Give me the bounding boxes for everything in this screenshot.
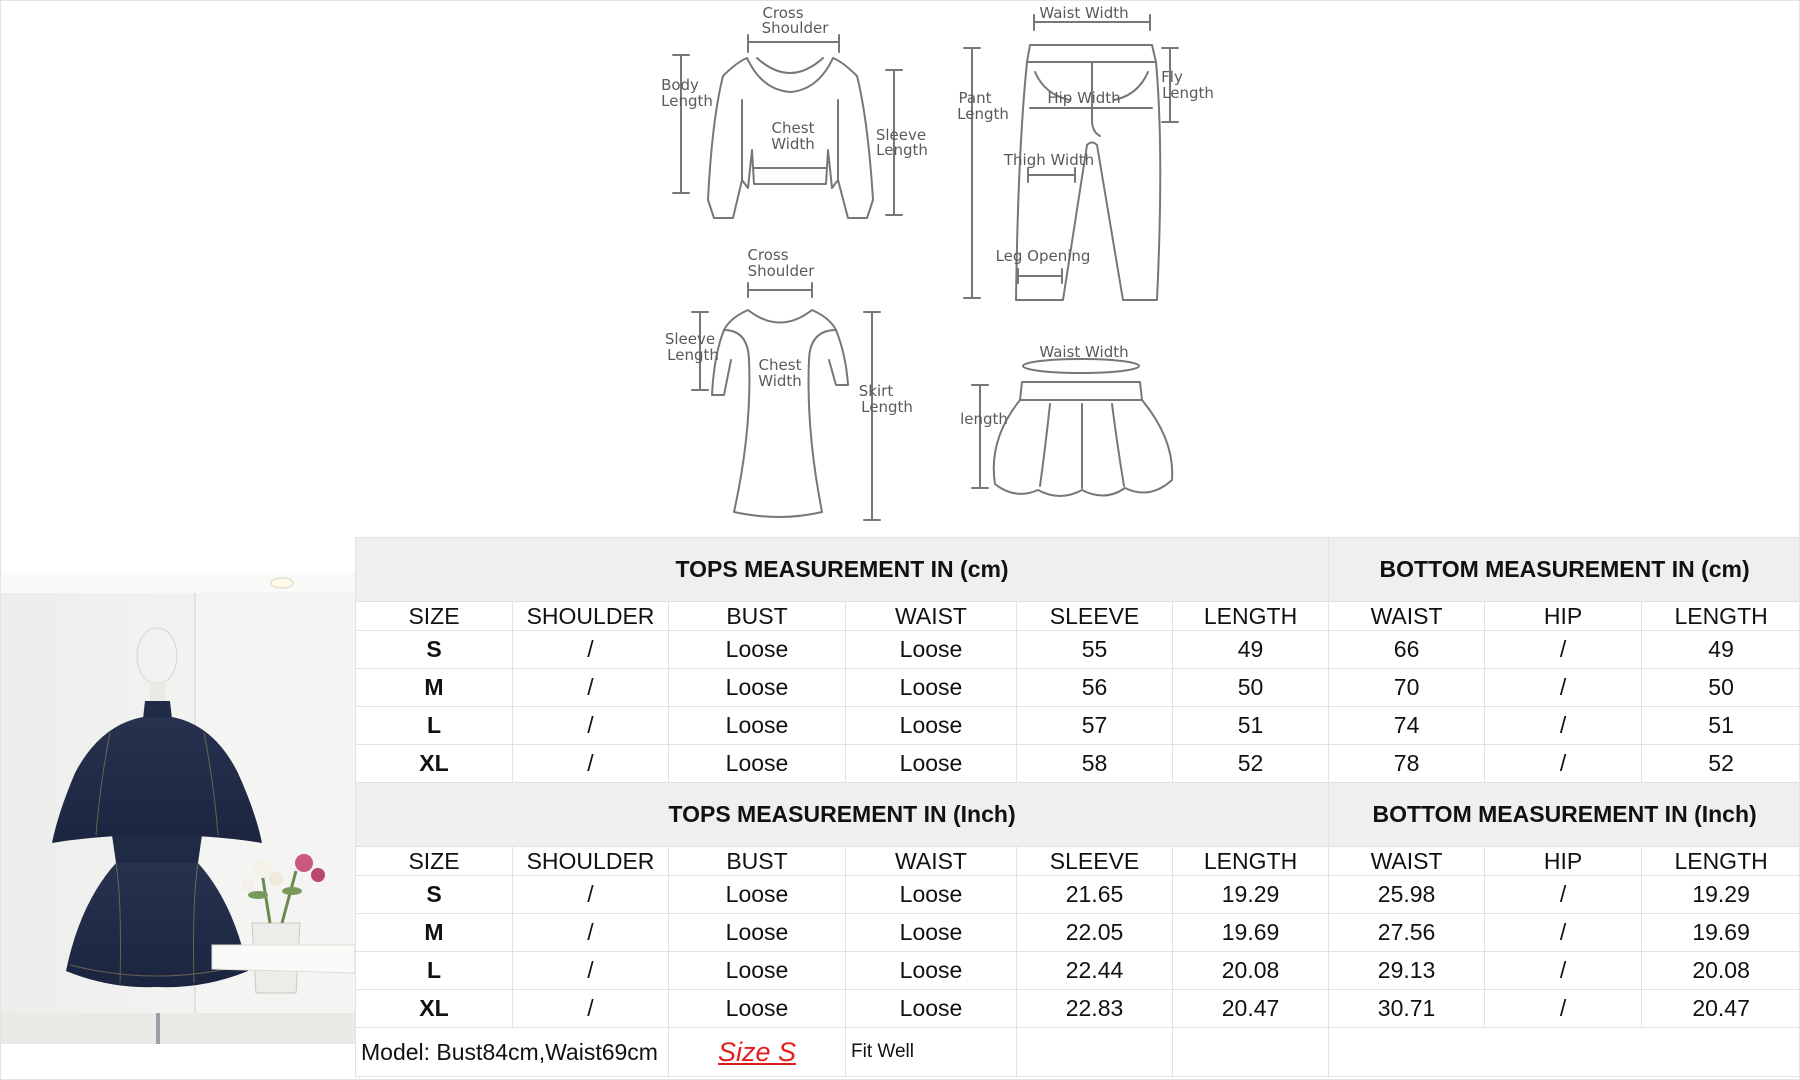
table-cell: / (513, 631, 669, 669)
table-cell: / (1485, 990, 1642, 1028)
table-cell: 52 (1642, 745, 1800, 783)
column-header-length: LENGTH (1173, 602, 1329, 631)
size-cell: M (356, 914, 513, 952)
table-cell: 52 (1173, 745, 1329, 783)
cm-tops-title: TOPS MEASUREMENT IN (cm) (356, 538, 1329, 602)
measurement-diagram (0, 0, 1800, 537)
table-row (356, 669, 1800, 707)
model-info-row (356, 1028, 1800, 1077)
table-cell: 20.08 (1642, 952, 1800, 990)
table-cell: 78 (1329, 745, 1485, 783)
table-cell: 66 (1329, 631, 1485, 669)
top-cross-shoulder-label-1: Cross (762, 4, 804, 22)
table-cell: / (513, 990, 669, 1028)
cm-bottom-title: BOTTOM MEASUREMENT IN (cm) (1329, 538, 1800, 602)
top-chest-width-label-1: Chest (771, 119, 815, 137)
column-header-waist: WAIST (846, 847, 1017, 876)
pants-pant-length-label-1: Pant (958, 89, 992, 107)
dress-garment-drawing (712, 310, 848, 517)
pants-hip-width-label: Hip Width (1047, 89, 1121, 107)
table-cell: 19.29 (1642, 876, 1800, 914)
table-cell: Loose (669, 745, 846, 783)
table-row (356, 707, 1800, 745)
table-cell: 56 (1017, 669, 1173, 707)
table-cell: 50 (1642, 669, 1800, 707)
table-cell: / (1485, 631, 1642, 669)
column-header-size: SIZE (356, 847, 513, 876)
size-cell: S (356, 631, 513, 669)
pants-fly-length-label-2: Length (1162, 84, 1214, 102)
size-cell: XL (356, 990, 513, 1028)
dress-cross-shoulder-label-2: Shoulder (747, 262, 815, 280)
size-cell: L (356, 952, 513, 990)
ceiling-light-icon (271, 578, 293, 588)
inch-section-header-row (356, 783, 1800, 847)
empty-cell (1173, 1028, 1329, 1077)
column-header-bottom-length: LENGTH (1642, 602, 1800, 631)
skirt-garment-drawing (994, 382, 1173, 496)
model-fit: Fit Well (846, 1028, 1017, 1077)
table-cell: 21.65 (1017, 876, 1173, 914)
table-cell: 55 (1017, 631, 1173, 669)
skirt-waist-width-label: Waist Width (1039, 343, 1129, 361)
table-cell: / (513, 952, 669, 990)
column-header-bottom-length: LENGTH (1642, 847, 1800, 876)
table-cell: 74 (1329, 707, 1485, 745)
table-cell: Loose (846, 669, 1017, 707)
size-cell: L (356, 707, 513, 745)
table-cell: 22.44 (1017, 952, 1173, 990)
inch-bottom-title: BOTTOM MEASUREMENT IN (Inch) (1329, 783, 1800, 847)
pants-fly-length-label-1: Fly (1161, 68, 1183, 86)
table-cell: 19.29 (1173, 876, 1329, 914)
empty-cell (1329, 1028, 1800, 1077)
model-measurements: Model: Bust84cm,Waist69cm (356, 1028, 669, 1077)
table-cell: 20.47 (1642, 990, 1800, 1028)
table-row (356, 952, 1800, 990)
dress-sleeve-length-label-1: Sleeve (664, 330, 716, 348)
cm-section-header-row (356, 538, 1800, 602)
size-cell: XL (356, 745, 513, 783)
column-header-length: LENGTH (1173, 847, 1329, 876)
column-header-bust: BUST (669, 602, 846, 631)
table-cell: 30.71 (1329, 990, 1485, 1028)
table-cell: / (1485, 669, 1642, 707)
column-header-shoulder: SHOULDER (513, 847, 669, 876)
table-cell: Loose (846, 707, 1017, 745)
size-chart-table (355, 537, 1800, 1077)
table-cell: Loose (669, 914, 846, 952)
table-cell: 19.69 (1642, 914, 1800, 952)
top-chest-width-label-2: Width (771, 135, 815, 153)
top-cross-shoulder-label-2: Shoulder (761, 19, 829, 37)
table-cell: / (513, 707, 669, 745)
size-cell: M (356, 669, 513, 707)
top-body-length-label-1: Body (661, 76, 699, 94)
inch-column-header-row (356, 847, 1800, 876)
table-cell: / (513, 914, 669, 952)
table-row (356, 914, 1800, 952)
table-cell: 49 (1173, 631, 1329, 669)
skirt-length-label: length (960, 410, 1008, 428)
cm-column-header-row (356, 602, 1800, 631)
table-cell: 51 (1173, 707, 1329, 745)
column-header-shoulder: SHOULDER (513, 602, 669, 631)
table-cell: 19.69 (1173, 914, 1329, 952)
table-cell: 70 (1329, 669, 1485, 707)
size-chart (355, 537, 1800, 1080)
column-header-sleeve: SLEEVE (1017, 602, 1173, 631)
dress-sleeve-length-label-2: Length (667, 346, 719, 364)
table-cell: / (513, 876, 669, 914)
column-header-waist: WAIST (846, 602, 1017, 631)
pants-leg-opening-label: Leg Opening (995, 247, 1091, 265)
pants-pant-length-label-2: Length (957, 105, 1009, 123)
table-cell: Loose (669, 669, 846, 707)
table-cell: 20.08 (1173, 952, 1329, 990)
table-cell: Loose (846, 990, 1017, 1028)
table-cell: 50 (1173, 669, 1329, 707)
pants-thigh-width-label: Thigh Width (1003, 151, 1095, 169)
table-cell: Loose (669, 952, 846, 990)
table-row (356, 631, 1800, 669)
dress-skirt-length-label-2: Length (861, 398, 913, 416)
inch-tops-title: TOPS MEASUREMENT IN (Inch) (356, 783, 1329, 847)
table-cell: Loose (846, 952, 1017, 990)
table-cell: 27.56 (1329, 914, 1485, 952)
table-cell: / (513, 745, 669, 783)
table-cell: 22.05 (1017, 914, 1173, 952)
product-photo (0, 573, 355, 1044)
table-row (356, 990, 1800, 1028)
table-cell: 20.47 (1173, 990, 1329, 1028)
table-cell: / (1485, 952, 1642, 990)
top-sleeve-length-label-1: Sleeve (875, 126, 927, 144)
table-cell: / (1485, 876, 1642, 914)
table-cell: / (513, 669, 669, 707)
column-header-bottom-waist: WAIST (1329, 847, 1485, 876)
top-body-length-label-2: Length (661, 92, 713, 110)
column-header-bottom-waist: WAIST (1329, 602, 1485, 631)
model-size: Size S (669, 1028, 846, 1077)
table-cell: Loose (669, 631, 846, 669)
table-cell: Loose (669, 876, 846, 914)
table-cell: 22.83 (1017, 990, 1173, 1028)
table-cell: 57 (1017, 707, 1173, 745)
table-cell: / (1485, 707, 1642, 745)
table-cell: / (1485, 745, 1642, 783)
table-row (356, 876, 1800, 914)
table-cell: Loose (846, 876, 1017, 914)
top-sleeve-length-label-2: Length (876, 141, 928, 159)
column-header-hip: HIP (1485, 602, 1642, 631)
table-cell: Loose (846, 631, 1017, 669)
column-header-sleeve: SLEEVE (1017, 847, 1173, 876)
table-cell: Loose (669, 707, 846, 745)
dress-chest-width-label-2: Width (758, 372, 802, 390)
table-cell: / (1485, 914, 1642, 952)
table-cell: Loose (846, 745, 1017, 783)
empty-cell (1017, 1028, 1173, 1077)
column-header-hip: HIP (1485, 847, 1642, 876)
table-cell: 49 (1642, 631, 1800, 669)
table-row (356, 745, 1800, 783)
table-cell: 25.98 (1329, 876, 1485, 914)
dress-skirt-length-label-1: Skirt (858, 382, 894, 400)
column-header-bust: BUST (669, 847, 846, 876)
table-cell: Loose (846, 914, 1017, 952)
pants-waist-width-label: Waist Width (1039, 4, 1129, 22)
table-cell: 58 (1017, 745, 1173, 783)
dress-cross-shoulder-label-1: Cross (747, 246, 789, 264)
table-cell: 51 (1642, 707, 1800, 745)
dress-chest-width-label-1: Chest (758, 356, 802, 374)
table-cell: Loose (669, 990, 846, 1028)
column-header-size: SIZE (356, 602, 513, 631)
table-cell: 29.13 (1329, 952, 1485, 990)
size-cell: S (356, 876, 513, 914)
